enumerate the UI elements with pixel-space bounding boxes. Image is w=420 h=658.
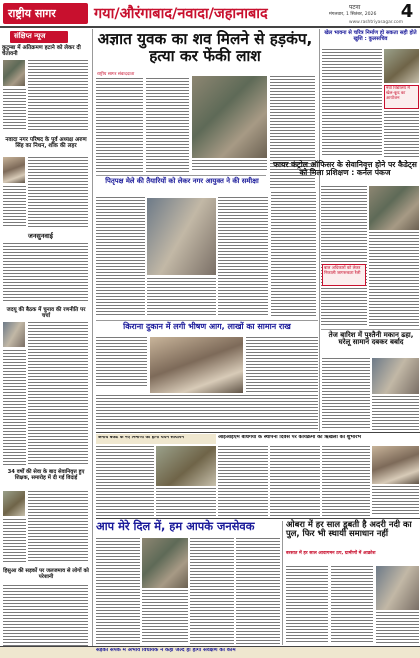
brief-5-headline: 34 वर्षों की सेवा के बाद सेवानिवृत्त हुए शिक्षक, समारोह में दी गई विदाई: [7, 469, 85, 481]
lower-band-text-6: [372, 486, 419, 516]
bottom-right-headline: ओबरा में हर साल डूबती है अदरी नदी का पुल, फिर भी स्थायी समाधान नहीं: [286, 519, 412, 539]
brief-6-text: [3, 585, 88, 655]
rain-text-2: [372, 396, 419, 430]
edition-date: मंगलवार, 1 सितंबर, 2026: [329, 12, 377, 17]
lower-band-text-1: [96, 446, 154, 516]
fire-photo: [369, 186, 419, 230]
brief-4-text: [28, 322, 88, 465]
inset-caption: नवा विद्यालय में खेल-कूद का आयोजन: [386, 86, 410, 101]
bottom-right-sub: बरसात में हर साल आवागमन ठप, ग्रामीणों में आक्रोश: [286, 551, 376, 556]
lead-headline: अज्ञात युवक का शव मिलने से हड़कंप, हत्या कर फेंकी लाश: [97, 30, 313, 66]
bottom-right-col-2: [331, 566, 373, 644]
lower-band-text-4: [270, 446, 320, 516]
bottom-left-col-3: [190, 538, 234, 644]
fire-headline: फायर कंट्रोल ऑफिसर के सेवानिवृत्त होने पर कैडेट्स को मिला प्रशिक्षण : कर्नल पंकज: [273, 160, 417, 177]
brand-name: राष्ट्रीय सागर: [8, 7, 56, 20]
third-text-col-3: [246, 337, 318, 393]
brief-3-text: [3, 243, 88, 303]
lower-band-text-3: [218, 446, 268, 516]
bottom-right-photo: [376, 566, 419, 610]
rain-photo: [372, 358, 419, 394]
third-headline: किराना दुकान में लगी भीषण आग, लाखों का सामान राख: [123, 322, 291, 331]
second-photo: [147, 198, 216, 275]
right-top-text-2: [384, 111, 419, 157]
second-text-col-1: [96, 197, 145, 317]
lower-band-rule: [96, 432, 420, 433]
second-headline: पितृपक्ष मेले की तैयारियों को लेकर नगर आयुक्त ने की समीक्षा: [105, 177, 259, 185]
lead-divider: [96, 175, 266, 176]
left-column: [0, 29, 91, 658]
brief-1-text: [28, 60, 88, 130]
brief-5-text-more: [3, 519, 26, 563]
bottom-left-col-1: [96, 538, 140, 644]
bottom-right-col-3: [376, 612, 419, 644]
bottom-right-col-1: [286, 566, 328, 644]
strip-right: आईआईएम बोधगया के स्थापना दिवस पर कार्यक्रमों की ऋृंखला का शुभारंभ: [218, 435, 362, 440]
brief-1-headline: कुटुम्बा में अतिक्रमण हटाने को लेकर दी चेतावनी: [2, 45, 81, 57]
third-text-bottom: [96, 395, 318, 429]
rain-headline: तेज बारिश में पुश्तैनी मकान ढहा, घरेलू सामान दबकर बर्बाद: [328, 331, 414, 347]
boxed-column-text: [271, 192, 316, 317]
strip-left: अनाथ बैंकेट के नए निर्माणों का होगा चयन सत्यापन: [98, 436, 184, 440]
masthead-rule: [0, 26, 420, 28]
second-text-under-photo: [147, 278, 216, 317]
lower-band-text-5: [322, 446, 370, 516]
brief-1-text-more: [3, 89, 26, 130]
bottom-divider: [282, 521, 283, 645]
briefs-badge-label: संक्षिप्त न्यूज: [14, 32, 46, 40]
mid-caption: बाल अधिकारों को लेकर निकाली जागरूकता रैली: [324, 265, 361, 275]
lower-band-photo: [156, 446, 216, 486]
third-photo: [150, 337, 243, 393]
lead-photo: [192, 76, 267, 158]
bottom-left-photo: [142, 538, 188, 588]
column-divider-left: [92, 29, 93, 655]
lower-band-text-2: [156, 488, 216, 516]
fire-text-col-1: [321, 186, 367, 326]
brief-4-headline: जदयू की बैठक में चुनाव की रणनीति पर चर्चा: [6, 307, 86, 319]
brief-6-headline: हिसुआ की सड़कों पर जलजमाव से लोगों को परेशानी: [3, 568, 89, 580]
brief-5-photo: [3, 491, 25, 516]
brief-2-headline: नवादा नगर परिषद के पूर्व अध्यक्ष अरुण सिंह का निधन, शोक की लहर: [5, 137, 87, 149]
brief-1-photo: [3, 60, 25, 86]
lead-text-col-1: [96, 78, 143, 172]
right-divider: [321, 329, 420, 330]
lead-byline: राष्ट्रीय सागर संवाददाता: [97, 72, 135, 77]
right-top-text: [322, 49, 382, 157]
third-text-col-1: [96, 337, 147, 387]
brief-4-photo: [3, 322, 25, 347]
rain-text: [322, 358, 370, 430]
page-number: 4: [400, 1, 414, 22]
lead-photo-caption: [192, 160, 267, 172]
lead-text-col-2: [146, 78, 189, 172]
second-text-col-3: [218, 197, 268, 317]
brief-2-text-more: [3, 186, 26, 227]
brief-5-text: [28, 491, 88, 563]
edition-city: पटना: [349, 4, 361, 11]
fire-text-col-2: [369, 232, 419, 326]
right-top-photo: [384, 49, 419, 83]
brief-2-text: [28, 157, 88, 227]
masthead: [0, 0, 420, 27]
column-divider-right: [319, 29, 320, 431]
bottom-left-headline: आप मेरे दिल में, हम आपके जनसेवक: [96, 519, 255, 533]
story-divider-1: [96, 320, 318, 321]
brief-3-headline: जनसुनवाई: [28, 232, 53, 240]
footer-strip: सड़कों संपर्क में अभाव विधायक ने कहा जल्द ही होगा सर्वेक्षण का काम: [96, 648, 236, 653]
section-title: गया/औरंगाबाद/नवादा/जहानाबाद: [94, 6, 268, 22]
right-top-headline: खेल भावना से चरित्र निर्माण हो सकता सही होते खुशि : कुलसचिव: [324, 30, 417, 42]
bottom-left-col-2: [142, 590, 188, 644]
bottom-left-col-4: [236, 538, 280, 644]
brief-4-text-more: [3, 350, 26, 465]
lower-band-photo-2: [372, 446, 419, 484]
website: www.rashtriyasagar.com: [349, 20, 403, 25]
brief-2-photo: [3, 157, 25, 183]
